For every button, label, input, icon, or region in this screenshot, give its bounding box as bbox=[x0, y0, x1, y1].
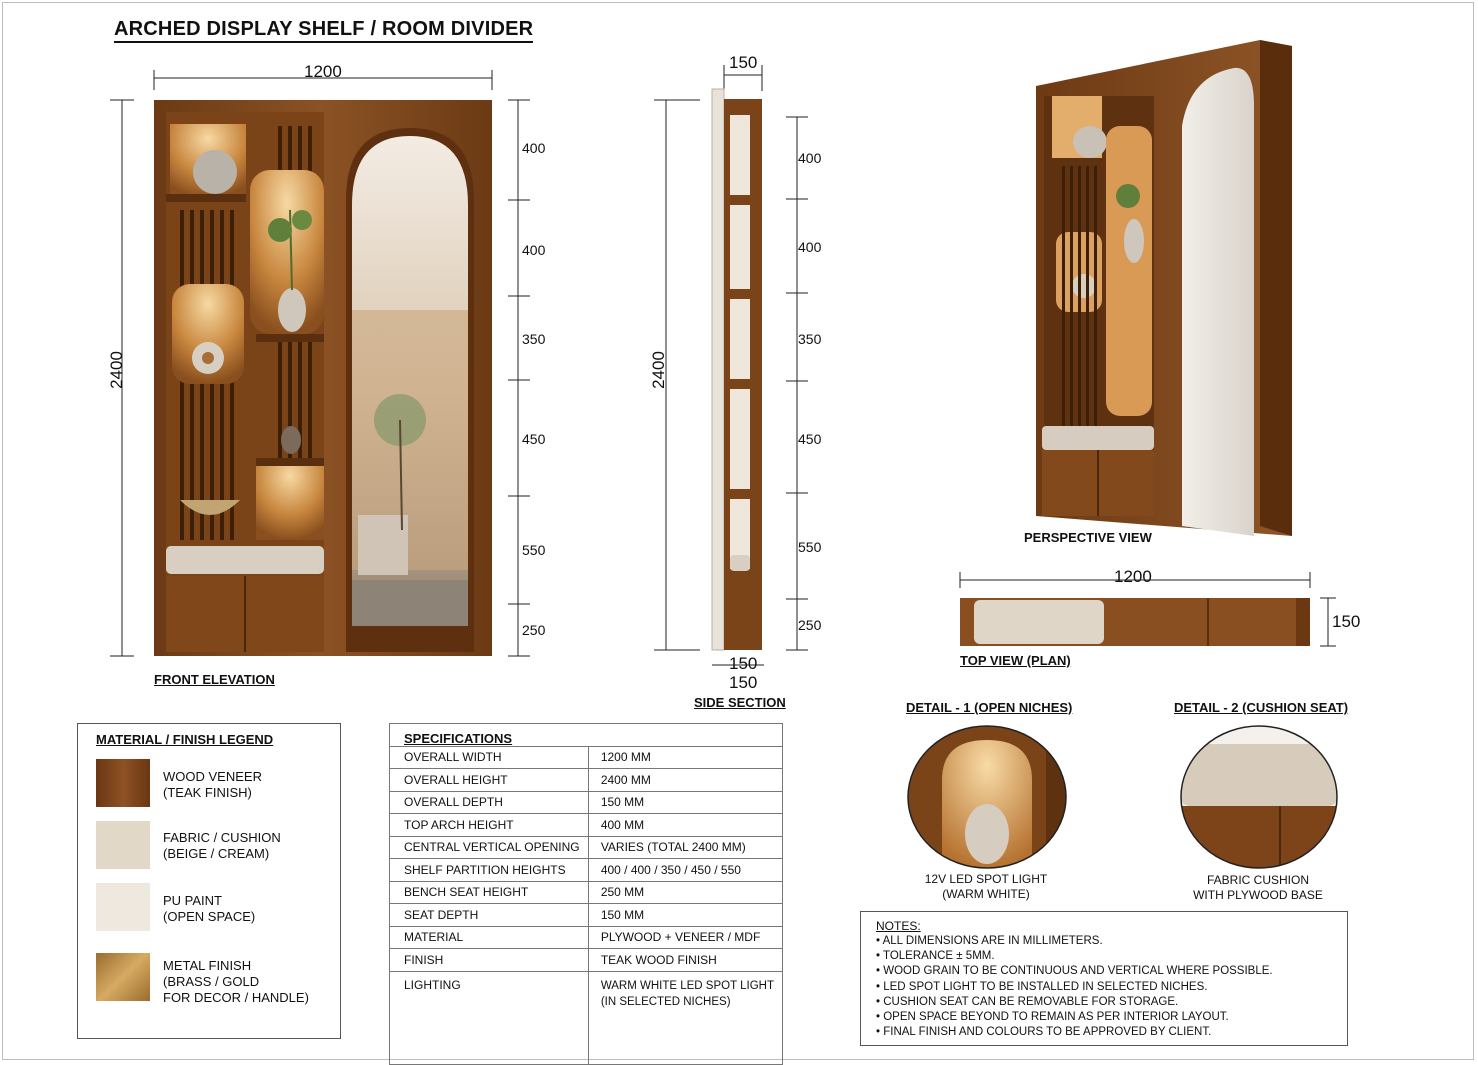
legend-item-fabric: FABRIC / CUSHION (BEIGE / CREAM) bbox=[163, 830, 281, 861]
spec-row: CENTRAL VERTICAL OPENING VARIES (TOTAL 2400 MM) bbox=[390, 836, 783, 859]
note-item: • LED SPOT LIGHT TO BE INSTALLED IN SELECTED NICHES. bbox=[876, 980, 1273, 995]
front-elevation-drawing bbox=[100, 60, 560, 670]
detail-2-title: DETAIL - 2 (CUSHION SEAT) bbox=[1174, 700, 1349, 715]
top-width-label: 1200 bbox=[1114, 567, 1152, 586]
front-seg-2: 400 bbox=[522, 242, 546, 258]
spec-row: BENCH SEAT HEIGHT 250 MM bbox=[390, 881, 783, 904]
spec-row: OVERALL DEPTH 150 MM bbox=[390, 791, 783, 814]
material-legend bbox=[77, 723, 341, 1039]
note-item: • OPEN SPACE BEYOND TO REMAIN AS PER INTERIOR LAYOUT. bbox=[876, 1010, 1273, 1025]
detail-1-drawing bbox=[906, 724, 1068, 870]
side-section-caption: SIDE SECTION bbox=[694, 695, 786, 710]
spec-row-lighting: LIGHTING WARM WHITE LED SPOT LIGHT (IN SELECTED NICHES) bbox=[390, 971, 783, 1064]
side-bottom-label-1: 150 bbox=[729, 654, 758, 673]
notes-box bbox=[860, 911, 1348, 1046]
top-depth-label: 150 bbox=[1332, 612, 1361, 631]
front-elevation-caption: FRONT ELEVATION bbox=[154, 672, 275, 687]
front-seg-6: 250 bbox=[522, 622, 546, 638]
side-bottom-label-2: 150 bbox=[729, 673, 758, 692]
side-seg-5: 550 bbox=[798, 539, 822, 555]
side-seg-2: 400 bbox=[798, 239, 822, 255]
front-seg-5: 550 bbox=[522, 542, 546, 558]
front-seg-4: 450 bbox=[522, 431, 546, 447]
note-item: • FINAL FINISH AND COLOURS TO BE APPROVED BY CLIENT. bbox=[876, 1025, 1273, 1040]
front-height-label: 2400 bbox=[106, 351, 126, 389]
note-item: • WOOD GRAIN TO BE CONTINUOUS AND VERTICAL WHERE POSSIBLE. bbox=[876, 964, 1273, 979]
spec-row: MATERIAL PLYWOOD + VENEER / MDF bbox=[390, 926, 783, 949]
notes-title: NOTES: bbox=[876, 919, 921, 933]
front-seg-1: 400 bbox=[522, 140, 546, 156]
spec-row: SEAT DEPTH 150 MM bbox=[390, 904, 783, 927]
legend-title: MATERIAL / FINISH LEGEND bbox=[96, 732, 274, 747]
specifications-title: SPECIFICATIONS bbox=[390, 724, 783, 747]
side-seg-6: 250 bbox=[798, 617, 822, 633]
sheet-title: ARCHED DISPLAY SHELF / ROOM DIVIDER bbox=[114, 18, 533, 43]
side-seg-3: 350 bbox=[798, 331, 822, 347]
top-view-caption: TOP VIEW (PLAN) bbox=[960, 653, 1071, 668]
swatch-metal-finish bbox=[96, 953, 150, 1001]
side-depth-label: 150 bbox=[729, 53, 758, 72]
spec-row: TOP ARCH HEIGHT 400 MM bbox=[390, 814, 783, 837]
swatch-wood-veneer bbox=[96, 759, 150, 807]
legend-item-metal: METAL FINISH (BRASS / GOLD FOR DECOR / HANDLE) bbox=[163, 958, 309, 1005]
spec-row: OVERALL WIDTH 1200 MM bbox=[390, 746, 783, 769]
spec-row: OVERALL HEIGHT 2400 MM bbox=[390, 769, 783, 792]
note-item: • ALL DIMENSIONS ARE IN MILLIMETERS. bbox=[876, 934, 1273, 949]
legend-item-pu-paint: PU PAINT (OPEN SPACE) bbox=[163, 893, 256, 924]
top-view-drawing bbox=[950, 566, 1370, 656]
front-width-label: 1200 bbox=[304, 62, 342, 81]
side-height-label: 2400 bbox=[648, 351, 668, 389]
swatch-fabric-cushion bbox=[96, 821, 150, 869]
note-item: • CUSHION SEAT CAN BE REMOVABLE FOR STORAGE. bbox=[876, 995, 1273, 1010]
side-seg-1: 400 bbox=[798, 150, 822, 166]
side-seg-4: 450 bbox=[798, 431, 822, 447]
spec-row: FINISH TEAK WOOD FINISH bbox=[390, 949, 783, 972]
detail-2-caption: FABRIC CUSHION WITH PLYWOOD BASE bbox=[1193, 873, 1323, 902]
perspective-drawing bbox=[1030, 36, 1300, 536]
notes-list bbox=[876, 934, 1273, 1040]
detail-1-caption: 12V LED SPOT LIGHT (WARM WHITE) bbox=[924, 872, 1048, 901]
swatch-pu-paint bbox=[96, 883, 150, 931]
specifications-table bbox=[389, 723, 783, 1065]
detail-2-drawing bbox=[1180, 724, 1338, 870]
legend-item-wood: WOOD VENEER (TEAK FINISH) bbox=[163, 769, 262, 800]
detail-1-title: DETAIL - 1 (OPEN NICHES) bbox=[906, 700, 1073, 715]
note-item: • TOLERANCE ± 5MM. bbox=[876, 949, 1273, 964]
front-seg-3: 350 bbox=[522, 331, 546, 347]
spec-row: SHELF PARTITION HEIGHTS 400 / 400 / 350 / 450 / 550 bbox=[390, 859, 783, 882]
perspective-caption: PERSPECTIVE VIEW bbox=[1024, 530, 1152, 545]
